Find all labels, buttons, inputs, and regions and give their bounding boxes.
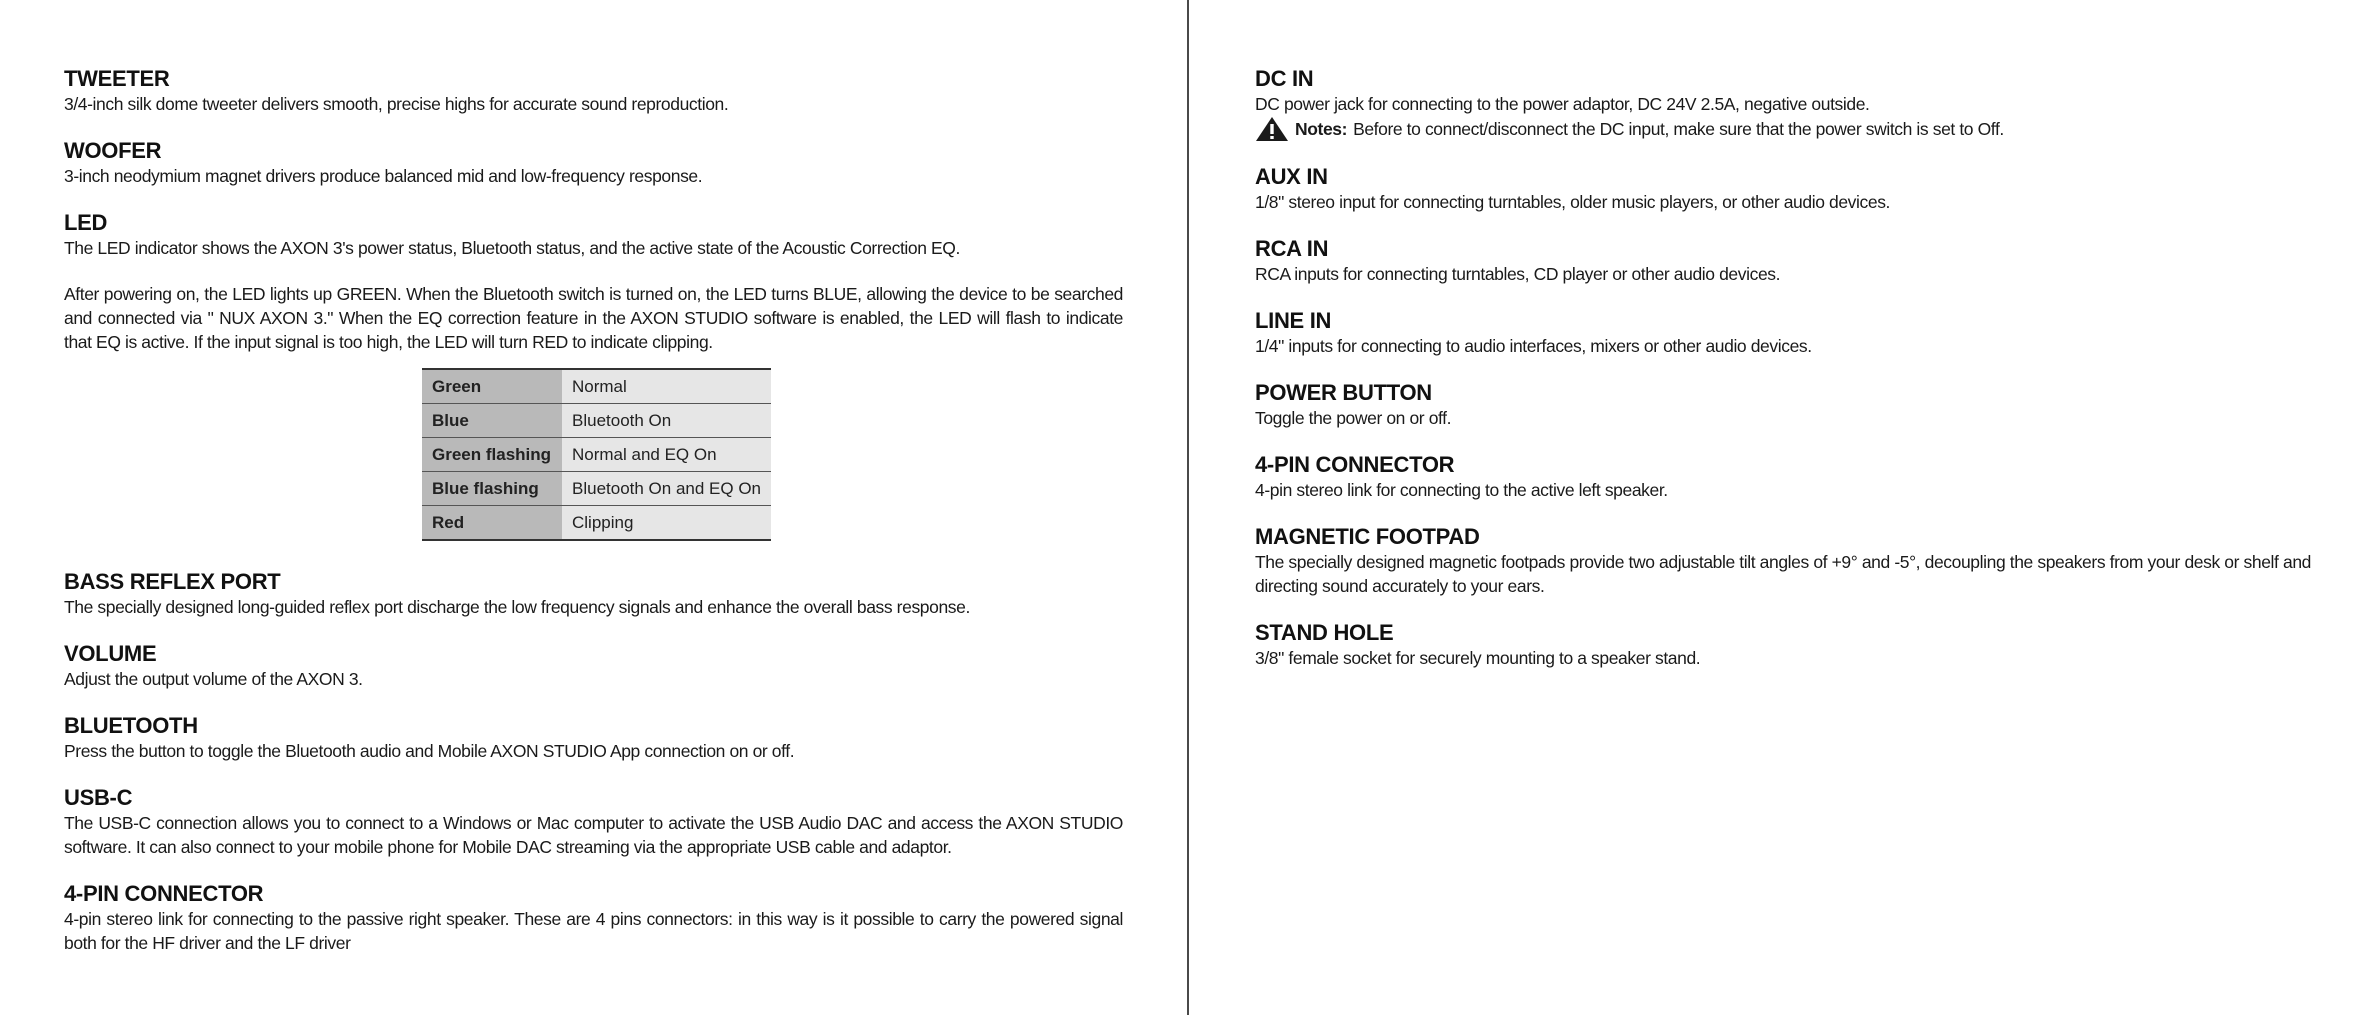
led-text: The LED indicator shows the AXON 3's power status, Bluetooth status, and the active state of the Acoustic Correction EQ. [64, 238, 960, 258]
led-meaning-cell: Normal [562, 369, 771, 404]
table-row [422, 404, 771, 438]
led-meaning-cell: Clipping [562, 506, 771, 541]
warning-icon [1255, 116, 1289, 142]
stand-hole-section [1255, 620, 2311, 670]
footpad-text: The specially designed magnetic footpads provide two adjustable tilt angles of +9° and -5°, decoupling the speakers from your desk or shelf and directing sound accurately to your ears. [1255, 552, 2311, 596]
notes-text: Before to connect/disconnect the DC input, make sure that the power switch is set to Off. [1353, 119, 2004, 139]
auxin-heading: AUX IN [1255, 164, 1328, 189]
usbc-heading: USB-C [64, 785, 133, 810]
led-description: After powering on, the LED lights up GREEN. When the Bluetooth switch is turned on, the LED turns BLUE, allowing the device to be searched and connected via " NUX AXON 3." When the EQ correction feature in the AXON STUDIO software is enabled, the LED will flash to indicate that EQ is active. If the input signal is too high, the LED will turn RED to indicate clipping. [64, 284, 1123, 352]
power-button-section [1255, 380, 2311, 430]
bass-reflex-section [64, 569, 1123, 619]
led-state-cell: Blue flashing [422, 472, 562, 506]
usbc-section [64, 785, 1123, 859]
tweeter-section [64, 66, 1123, 116]
power-button-heading: POWER BUTTON [1255, 380, 1432, 405]
led-state-cell: Blue [422, 404, 562, 438]
tweeter-text: 3/4-inch silk dome tweeter delivers smooth, precise highs for accurate sound reproduction. [64, 94, 729, 114]
bluetooth-heading: BLUETOOTH [64, 713, 198, 738]
volume-section [64, 641, 1123, 691]
bluetooth-section [64, 713, 1123, 763]
dcin-section [1255, 66, 2311, 142]
table-row [422, 369, 771, 404]
led-state-cell: Red [422, 506, 562, 541]
led-meaning-cell: Normal and EQ On [562, 438, 771, 472]
table-row [422, 438, 771, 472]
led-status-table [422, 368, 771, 541]
auxin-text: 1/8" stereo input for connecting turntables, older music players, or other audio devices. [1255, 192, 1891, 212]
usbc-text: The USB-C connection allows you to connect to a Windows or Mac computer to activate the USB Audio DAC and access the AXON STUDIO software. It can also connect to your mobile phone for Mobile DAC streaming via the appropriate USB cable and adaptor. [64, 813, 1123, 857]
linein-section [1255, 308, 2311, 358]
bluetooth-text: Press the button to toggle the Bluetooth audio and Mobile AXON STUDIO App connection on or off. [64, 741, 795, 761]
left-page [0, 0, 1187, 1015]
stand-hole-heading: STAND HOLE [1255, 620, 1394, 645]
bass-reflex-heading: BASS REFLEX PORT [64, 569, 281, 594]
right-page [1189, 0, 2375, 1015]
left-4pin-section [64, 881, 1123, 955]
right-4pin-heading: 4-PIN CONNECTOR [1255, 452, 1455, 477]
rcain-section [1255, 236, 2311, 286]
auxin-section [1255, 164, 2311, 214]
dcin-text: DC power jack for connecting to the power adaptor, DC 24V 2.5A, negative outside. [1255, 94, 1870, 114]
stand-hole-text: 3/8" female socket for securely mounting to a speaker stand. [1255, 648, 1701, 668]
left-4pin-text: 4-pin stereo link for connecting to the passive right speaker. These are 4 pins connectors: in this way is it possible to carry the powered signal both for the HF driver and the LF driver [64, 909, 1123, 953]
notes-label: Notes: [1295, 119, 1348, 139]
volume-text: Adjust the output volume of the AXON 3. [64, 669, 363, 689]
led-state-cell: Green flashing [422, 438, 562, 472]
right-4pin-section [1255, 452, 2311, 502]
dcin-heading: DC IN [1255, 66, 1314, 91]
led-meaning-cell: Bluetooth On [562, 404, 771, 438]
linein-text: 1/4" inputs for connecting to audio interfaces, mixers or other audio devices. [1255, 336, 1812, 356]
right-4pin-text: 4-pin stereo link for connecting to the active left speaker. [1255, 480, 1668, 500]
led-meaning-cell: Bluetooth On and EQ On [562, 472, 771, 506]
led-state-cell: Green [422, 369, 562, 404]
table-row [422, 506, 771, 541]
footpad-heading: MAGNETIC FOOTPAD [1255, 524, 1480, 549]
led-section [64, 210, 1123, 541]
rcain-heading: RCA IN [1255, 236, 1329, 261]
dcin-notes [1255, 116, 2311, 142]
power-button-text: Toggle the power on or off. [1255, 408, 1452, 428]
rcain-text: RCA inputs for connecting turntables, CD player or other audio devices. [1255, 264, 1781, 284]
left-4pin-heading: 4-PIN CONNECTOR [64, 881, 264, 906]
table-row [422, 472, 771, 506]
led-heading: LED [64, 210, 108, 235]
footpad-section [1255, 524, 2311, 598]
linein-heading: LINE IN [1255, 308, 1332, 333]
woofer-section [64, 138, 1123, 188]
bass-reflex-text: The specially designed long-guided reflex port discharge the low frequency signals and enhance the overall bass response. [64, 597, 970, 617]
woofer-heading: WOOFER [64, 138, 162, 163]
woofer-text: 3-inch neodymium magnet drivers produce balanced mid and low-frequency response. [64, 166, 703, 186]
volume-heading: VOLUME [64, 641, 157, 666]
tweeter-heading: TWEETER [64, 66, 170, 91]
